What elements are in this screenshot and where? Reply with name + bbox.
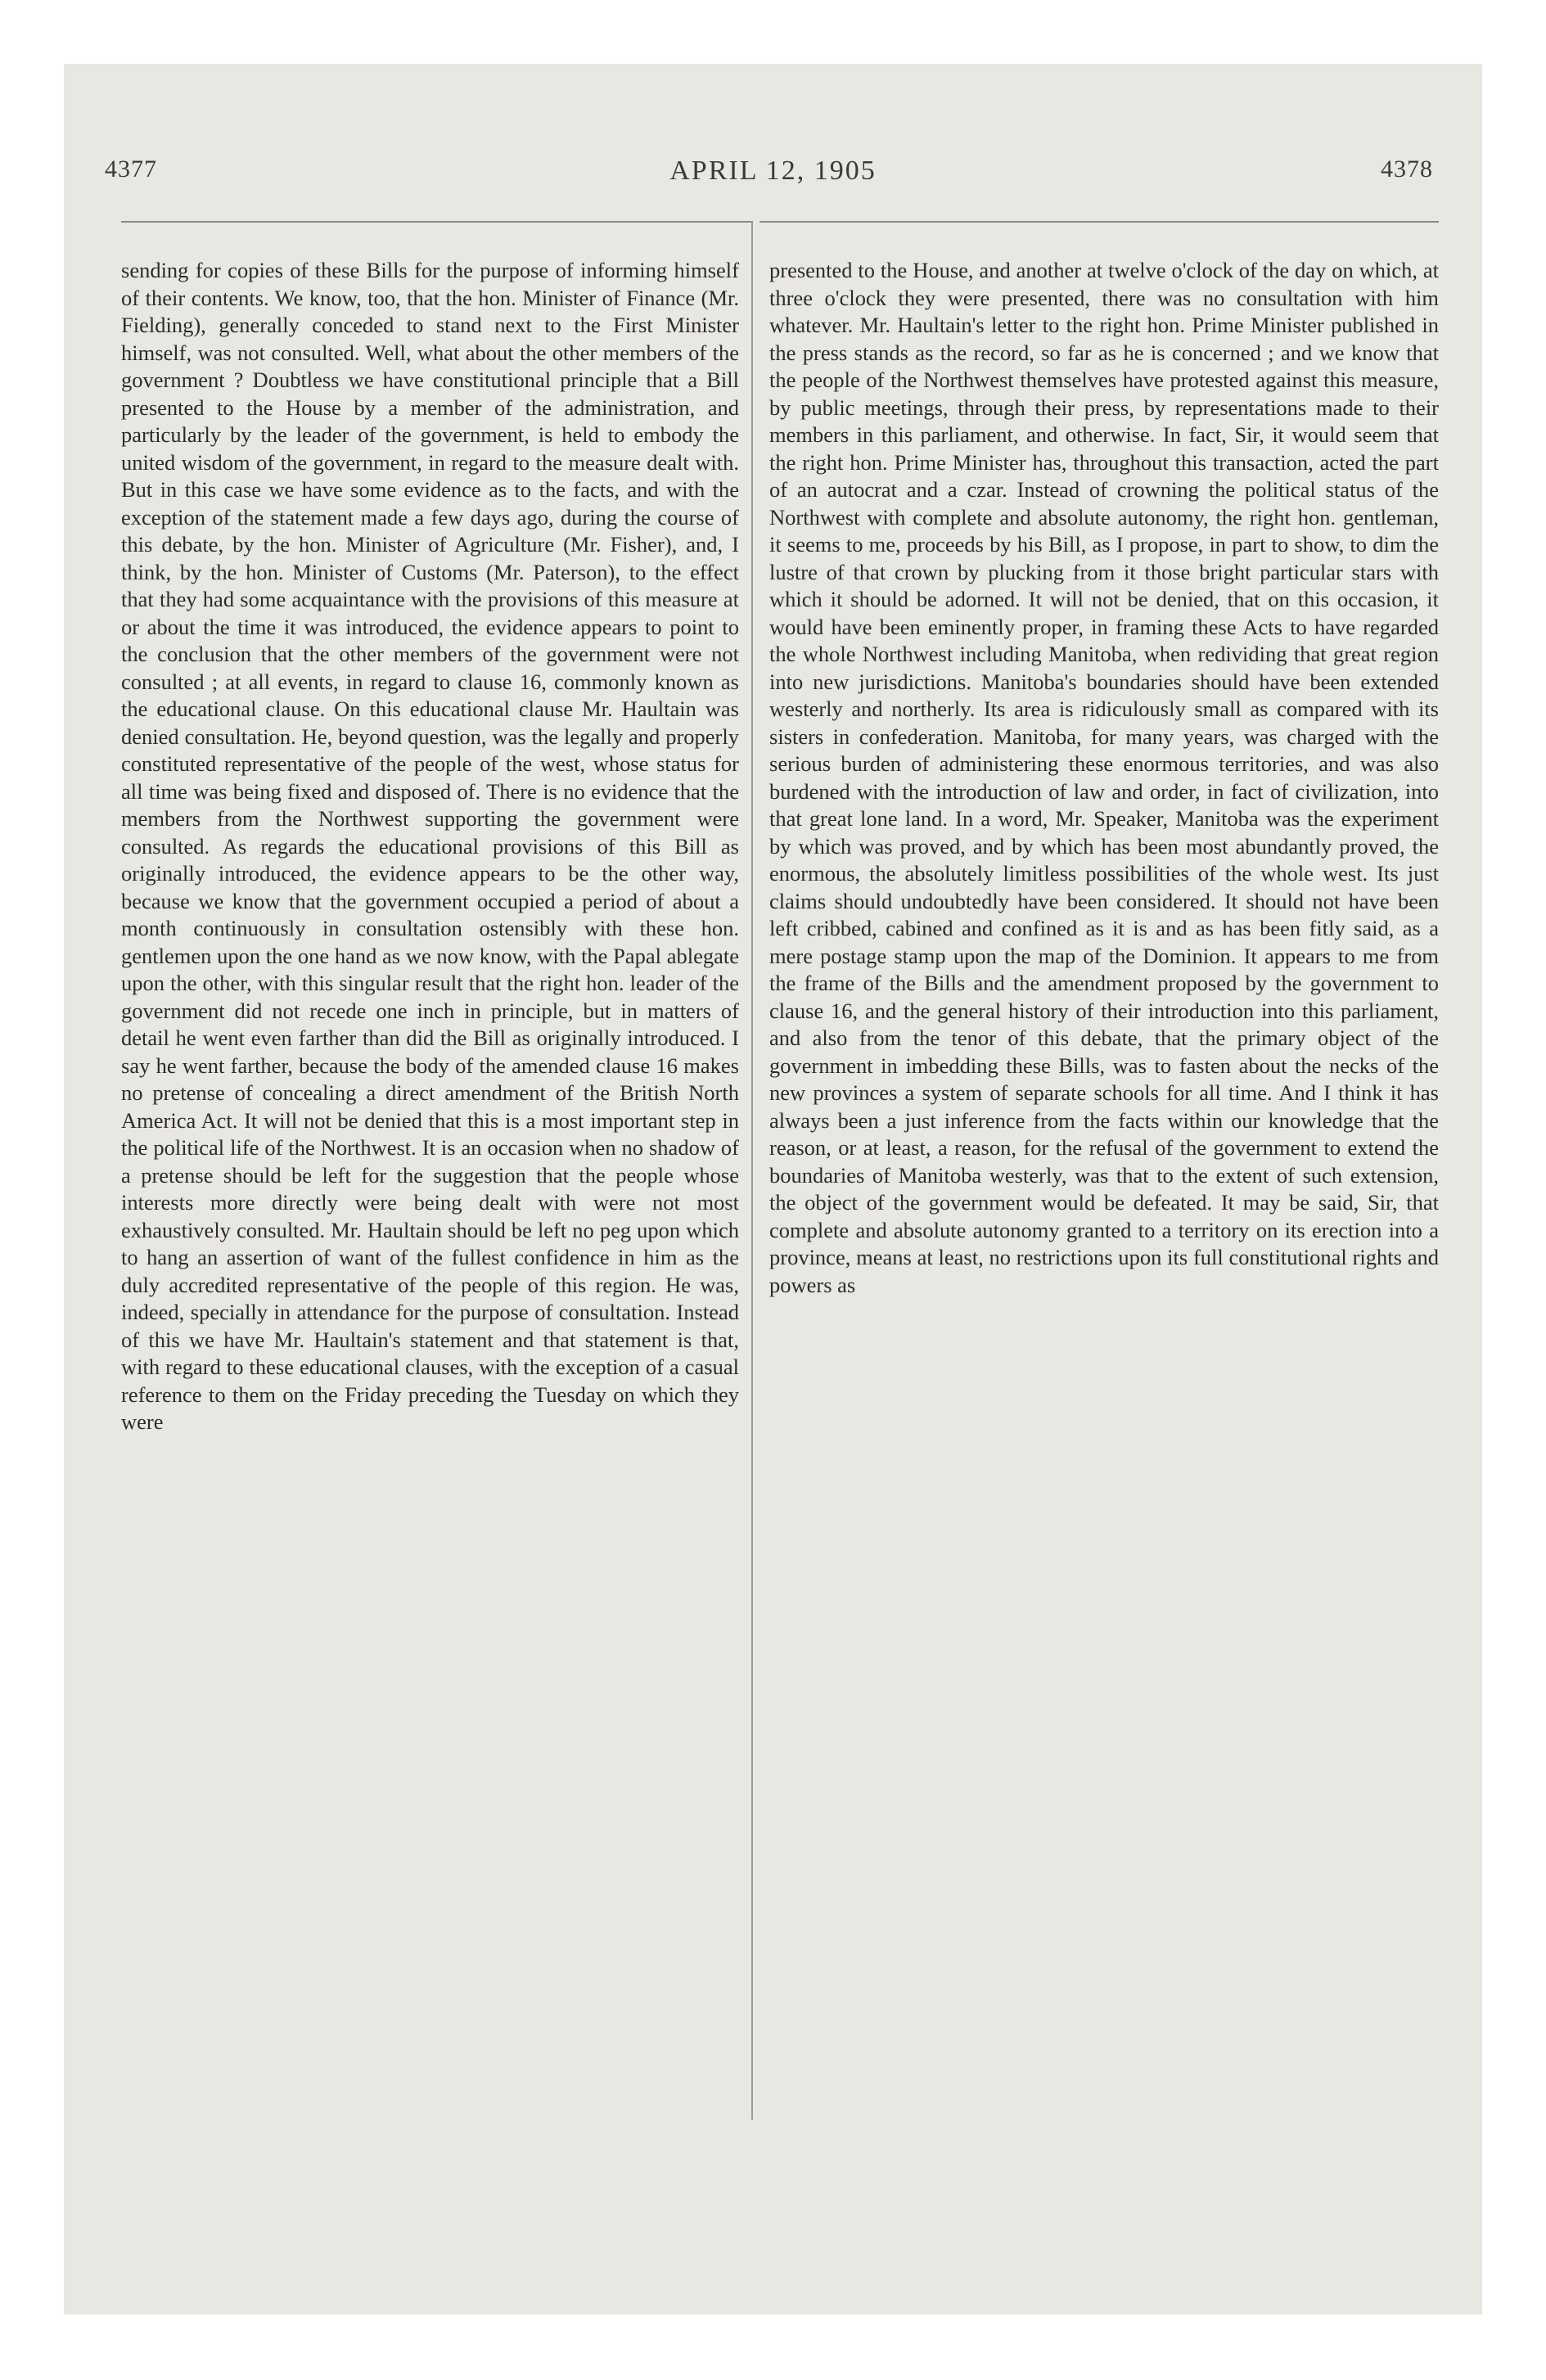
right-column-text: presented to the House, and another at twelve o'clock of the day on which, at three o'clock they were presented, there was no consultation with him whatever. Mr. Haultain's letter to the right hon. Prime Minister published in the press stands as the record, so far as he is concerned ; and we know that the people of the Northwest themselves have protested against this measure, by public meetings, through their press, by representations made to their members in this parliament, and otherwise. In fact, Sir, it would seem that the right hon. Prime Minister has, throughout this transaction, acted the part of an autocrat and a czar. Instead of crowning the political status of the Northwest with complete and absolute autonomy, the right hon. gentleman, it seems to me, proceeds by his Bill, as I propose, in part to show, to dim the lustre of that crown by plucking from it those bright particular stars with which it should be adorned. It will not be denied, that on this occasion, it would have been eminently proper, in framing these Acts to have regarded the whole Northwest including Manitoba, when redividing that great region into new jurisdictions. Manitoba's boundaries should have been extended westerly and northerly. Its area is ridiculously small as compared with its sisters in confederation. Manitoba, for many years, was charged with the serious burden of administering these enormous territories, and was also burdened with the introduction of law and order, in fact of civilization, into that great lone land. In a word, Mr. Speaker, Manitoba was the experiment by which was proved, and by which has been most abundantly proved, the enormous, the absolutely limitless possibilities of the whole west. Its just claims should undoubtedly have been considered. It should not have been left cribbed, cabined and confined as it is and as has been fitly said, as a mere postage stamp upon the map of the Dominion. It appears to me from the frame of the Bills and the amendment proposed by the government to clause 16, and the general history of their introduction into this parliament, and also from the tenor of this debate, that the primary object of the government in imbedding these Bills, was to fasten about the necks of the new provinces a system of separate schools for all time. And I think it has always been a just inference from the facts within our knowledge that the reason, or at least, a reason, for the refusal of the government to extend the boundaries of Manitoba westerly, was that to the extent of such extension, the object of the government would be defeated. It may be said, Sir, that complete and absolute autonomy granted to a territory on its erection into a province, means at least, no restrictions upon its full constitutional rights and powers as (769, 258, 1439, 1297)
left-column-text: sending for copies of these Bills for the purpose of informing himself of their contents. We know, too, that the hon. Minister of Finance (Mr. Fielding), generally conceded to stand next to the First Minister himself, was not consulted. Well, what about the other members of the government ? Doubtless we have constitutional principle that a Bill presented to the House by a member of the administration, and particularly by the leader of the government, is held to embody the united wisdom of the government, in regard to the measure dealt with. But in this case we have some evidence as to the facts, and with the exception of the statement made a few days ago, during the course of this debate, by the hon. Minister of Agriculture (Mr. Fisher), and, I think, by the hon. Minister of Customs (Mr. Paterson), to the effect that they had some acquaintance with the provisions of this measure at or about the time it was introduced, the evidence appears to point to the conclusion that the other members of the government were not consulted ; at all events, in regard to clause 16, commonly known as the educational clause. On this educational clause Mr. Haultain was denied consultation. He, beyond question, was the legally and properly constituted representative of the people of the west, whose status for all time was being fixed and disposed of. There is no evidence that the members from the Northwest supporting the government were consulted. As regards the educational provisions of this Bill as originally introduced, the evidence appears to be the other way, because we know that the government occupied a period of about a month continuously in consultation ostensibly with these hon. gentlemen upon the one hand as we now know, with the Papal ablegate upon the other, with this singular result that the right hon. leader of the government did not recede one inch in principle, but in matters of detail he went even farther than did the Bill as originally introduced. I say he went farther, because the body of the amended clause 16 makes no pretense of concealing a direct amendment of the British North America Act. It will not be denied that this is a most important step in the political life of the Northwest. It is an occasion when no shadow of a pretense should be left for the suggestion that the people whose interests more directly were being dealt with were not most exhaustively consulted. Mr. Haultain should be left no peg upon which to hang an assertion of want of the fullest confidence in him as the duly accredited representative of the people of this region. He was, indeed, specially in attendance for the purpose of consultation. Instead of this we have Mr. Haultain's statement and that statement is that, with regard to these educational clauses, with the exception of a casual reference to them on the Friday preceding the Tuesday on which they were (121, 258, 739, 1434)
page-number-right: 4378 (1381, 156, 1433, 183)
right-column (769, 257, 1439, 1299)
header-rule-right (759, 221, 1439, 223)
page-header (64, 156, 1482, 205)
left-column (121, 257, 739, 1436)
header-rule-left (121, 221, 751, 223)
column-divider (751, 221, 753, 2120)
page-number-left: 4377 (105, 156, 157, 183)
scanned-page (64, 64, 1482, 2315)
page-date: APRIL 12, 1905 (669, 156, 877, 186)
